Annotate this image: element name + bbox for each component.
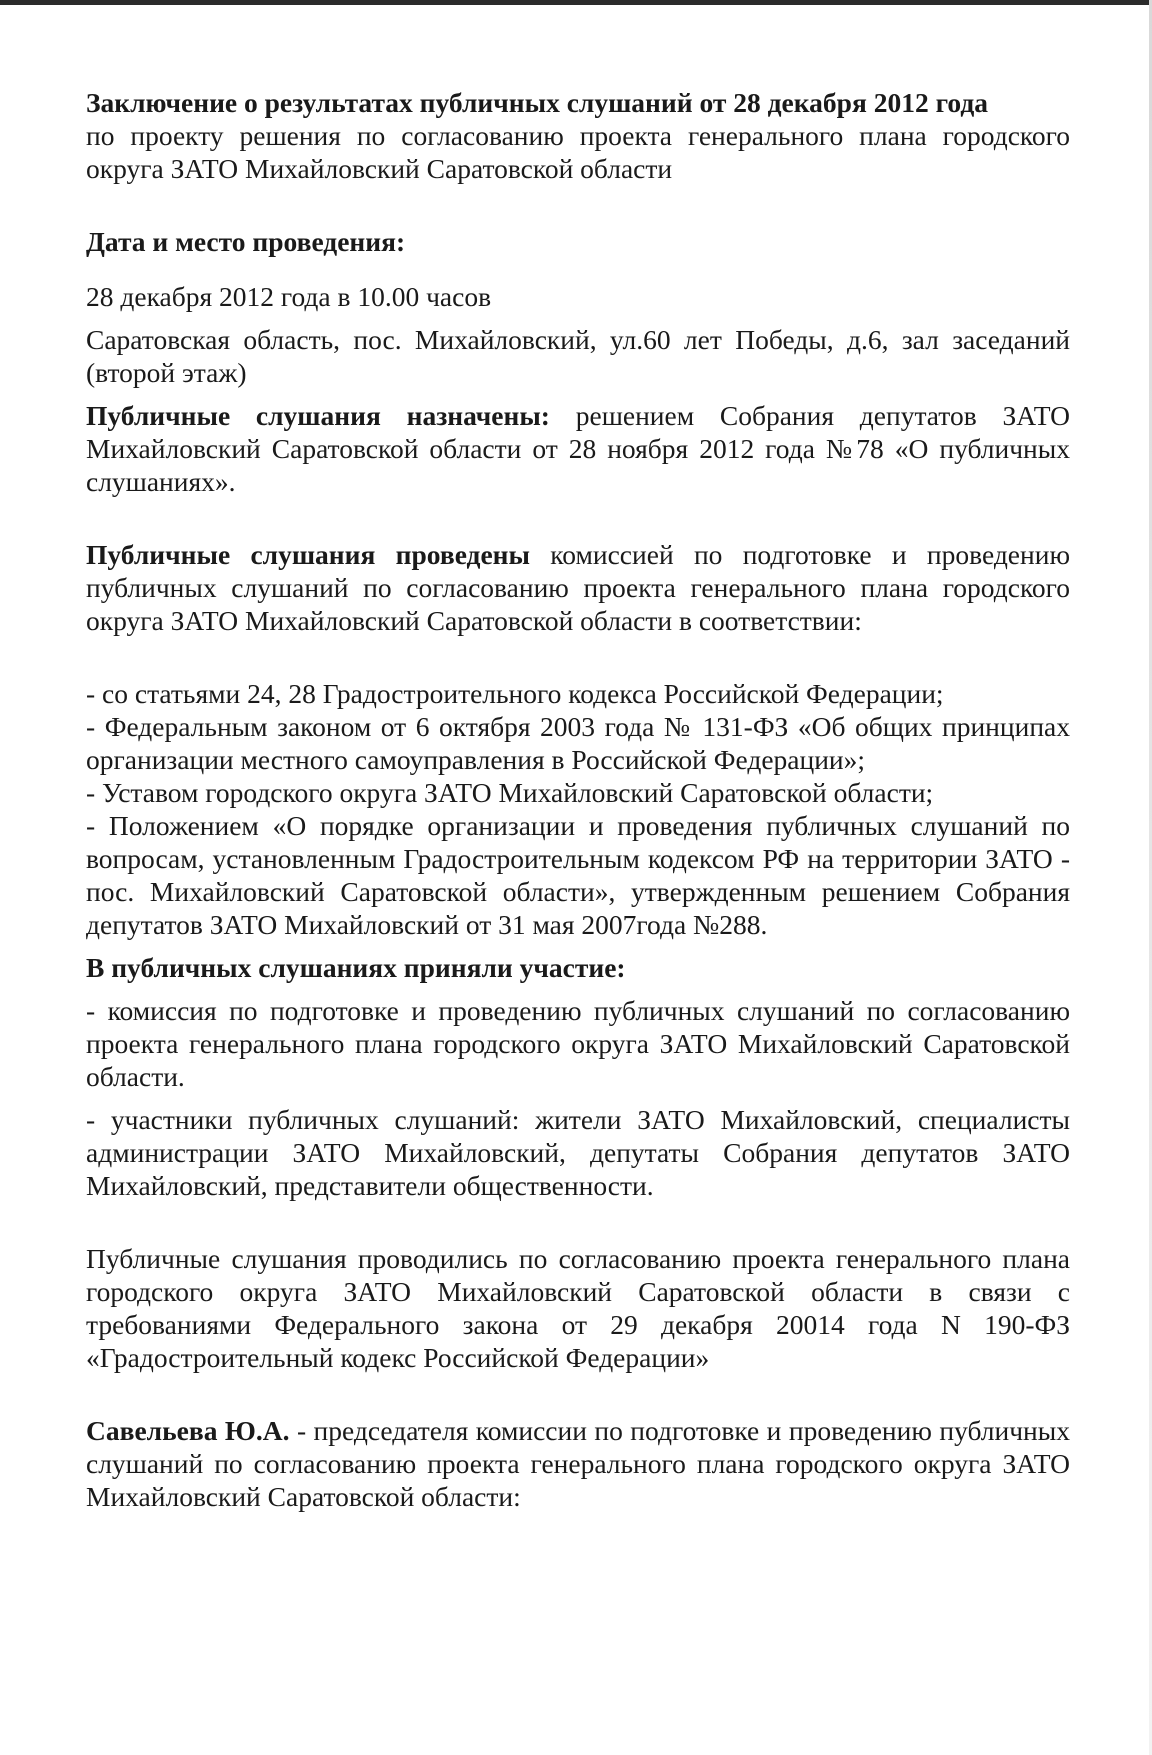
participants-label: В публичных слушаниях приняли участие: xyxy=(86,952,626,983)
conducted-label: Публичные слушания проведены xyxy=(86,539,530,570)
reason-paragraph: Публичные слушания проводились по согласованию проекта генерального плана городского округа ЗАТО Михайловский Саратовской области в связи с требованиями Федерального закона от 29 декабря 20014 года N 190-ФЗ «Градостроительный кодекс Российской Федерации» xyxy=(86,1243,1070,1373)
appointed-text: решением Собрания депутатов ЗАТО Михайловский Саратовской области от 28 ноября 2012 года №78 «О публичных слушаниях». xyxy=(86,400,1070,497)
address: Саратовская область, пос. Михайловский, ул.60 лет Победы, д.6, зал заседаний (второй этаж) xyxy=(86,324,1070,388)
basis-item: - Федеральным законом от 6 октября 2003 года № 131-ФЗ «Об общих принципах организации местного самоуправления в Российской Федерации»; xyxy=(86,711,1070,775)
appointed-label: Публичные слушания назначены: xyxy=(86,400,550,431)
speaker-paragraph xyxy=(86,1414,1070,1513)
basis-item: - Положением «О порядке организации и проведения публичных слушаний по вопросам, установленным Градостроительным кодексом РФ на территории ЗАТО - пос. Михайловский Саратовской области», утвержденным решением Собрания депутатов ЗАТО Михайловский от 31 мая 2007года №288. xyxy=(86,810,1070,940)
conducted-text: комиссией по подготовке и проведению публичных слушаний по согласованию проекта генерального плана городского округа ЗАТО Михайловский Саратовской области в соответствии: xyxy=(86,539,1070,636)
document-page xyxy=(86,86,1070,1513)
date-place-label: Дата и место проведения: xyxy=(86,226,406,257)
date-time: 28 декабря 2012 года в 10.00 часов xyxy=(86,281,492,312)
document-heading xyxy=(86,86,1070,185)
basis-item: - со статьями 24, 28 Градостроительного кодекса Российской Федерации; xyxy=(86,678,944,709)
participant-item: - комиссия по подготовке и проведению публичных слушаний по согласованию проекта генерального плана городского округа ЗАТО Михайловский Саратовской области. xyxy=(86,995,1070,1092)
basis-item: - Уставом городского округа ЗАТО Михайловский Саратовской области; xyxy=(86,777,934,808)
conducted-paragraph xyxy=(86,538,1070,637)
scan-top-edge xyxy=(0,0,1152,5)
participant-item: - участники публичных слушаний: жители ЗАТО Михайловский, специалисты администрации ЗАТО Михайловский, депутаты Собрания депутатов ЗАТО Михайловский, представители общественности. xyxy=(86,1104,1070,1201)
speaker-text: - председателя комиссии по подготовке и проведению публичных слушаний по согласованию проекта генерального плана городского округа ЗАТО Михайловский Саратовской области: xyxy=(86,1415,1070,1512)
heading-title: Заключение о результатах публичных слушаний от 28 декабря 2012 года xyxy=(86,87,988,118)
appointed-paragraph xyxy=(86,399,1070,498)
speaker-name: Савельева Ю.А. xyxy=(86,1415,290,1446)
heading-subtitle: по проекту решения по согласованию проекта генерального плана городского округа ЗАТО Михайловский Саратовской области xyxy=(86,120,1070,184)
